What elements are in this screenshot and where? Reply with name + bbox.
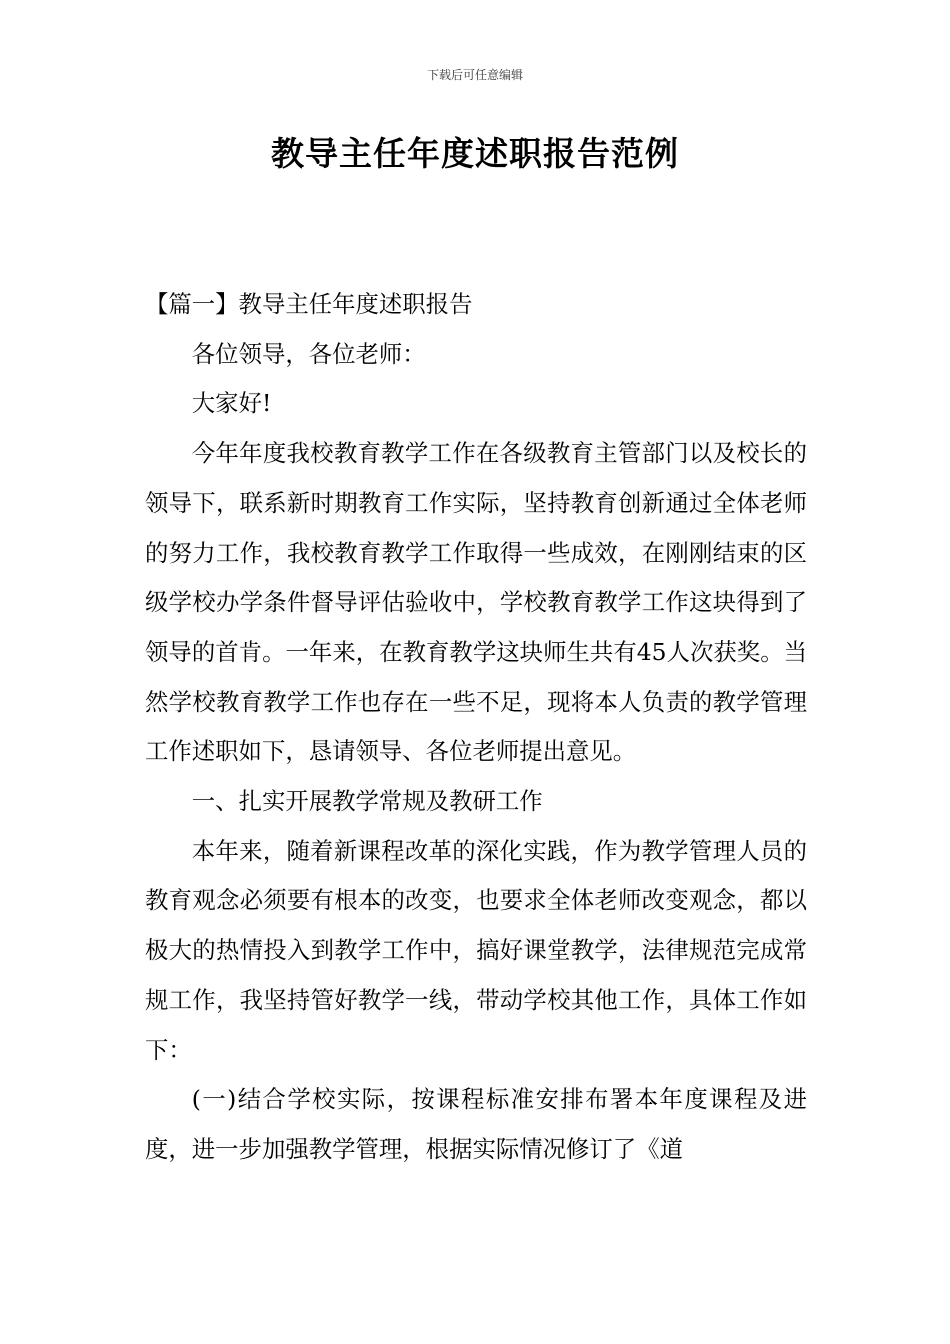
- salutation: 各位领导，各位老师：: [191, 339, 426, 368]
- document-body: [145, 280, 807, 1175]
- header-note: 下载后可任意编辑: [426, 68, 523, 82]
- paragraph-item-one: (一)结合学校实际，按课程标准安排布署本年度课程及进度，进一步加强教学管理，根据实际情况修订了《道: [145, 1085, 807, 1163]
- section-heading: 【篇一】教导主任年度述职报告: [145, 290, 473, 318]
- paragraph-body: 本年来，随着新课程改革的深化实践，作为教学管理人员的教育观念必须要有根本的改变，也要求全体老师改变观念，都以极大的热情投入到教学工作中，搞好课堂教学，法律规范完成常规工作，我坚持管好教学一线，带动学校其他工作，具体工作如下：: [145, 836, 807, 1064]
- greeting: 大家好!: [191, 389, 272, 418]
- document-title: 教导主任年度述职报告范例: [271, 134, 679, 173]
- subheading-one: 一、扎实开展教学常规及教研工作: [191, 787, 543, 816]
- paragraph-intro: 今年年度我校教育教学工作在各级教育主管部门以及校长的领导下，联系新时期教育工作实际，坚持教育创新通过全体老师的努力工作，我校教育教学工作取得一些成效，在刚刚结束的区级学校办学条件督导评估验收中，学校教育教学工作这块得到了领导的首肯。一年来，在教育教学这块师生共有45人次获奖。当然学校教育教学工作也存在一些不足，现将本人负责的教学管理工作述职如下，恳请领导、各位老师提出意见。: [145, 439, 807, 766]
